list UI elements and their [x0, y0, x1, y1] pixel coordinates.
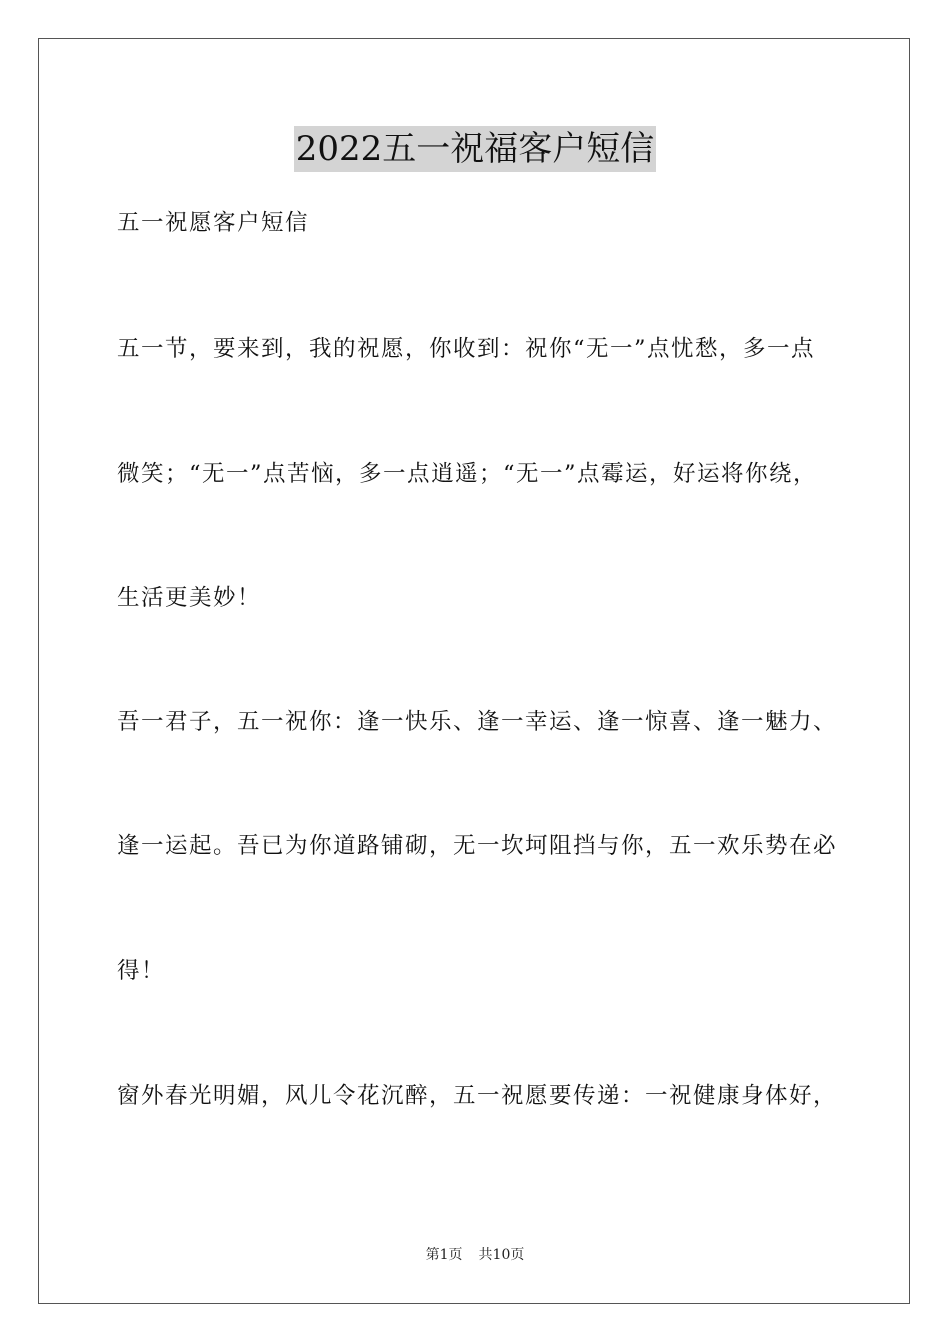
paragraph-line: 五一节，要来到，我的祝愿，你收到：祝你“无一”点忧愁，多一点: [117, 336, 816, 362]
paragraph-line: 窗外春光明媚，风儿令花沉醉，五一祝愿要传递：一祝健康身体好，: [117, 1083, 838, 1109]
paragraph-line: 逢一运起。吾已为你道路铺砌，无一坎坷阻挡与你，五一欢乐势在必: [117, 833, 838, 859]
document-title: [0, 126, 950, 172]
document-title-text: 2022五一祝福客户短信: [294, 126, 657, 172]
paragraph-line: 生活更美妙！: [117, 585, 262, 611]
page-total: 共10页: [478, 1247, 525, 1263]
paragraph-line: 五一祝愿客户短信: [117, 210, 310, 236]
page-footer: [0, 1245, 950, 1265]
page-number: 第1页: [425, 1247, 463, 1263]
paragraph-line: 吾一君子，五一祝你：逢一快乐、逢一幸运、逢一惊喜、逢一魅力、: [117, 709, 838, 735]
paragraph-line: 微笑；“无一”点苦恼，多一点逍遥；“无一”点霉运，好运将你绕，: [117, 461, 818, 487]
paragraph-line: 得！: [117, 958, 166, 984]
